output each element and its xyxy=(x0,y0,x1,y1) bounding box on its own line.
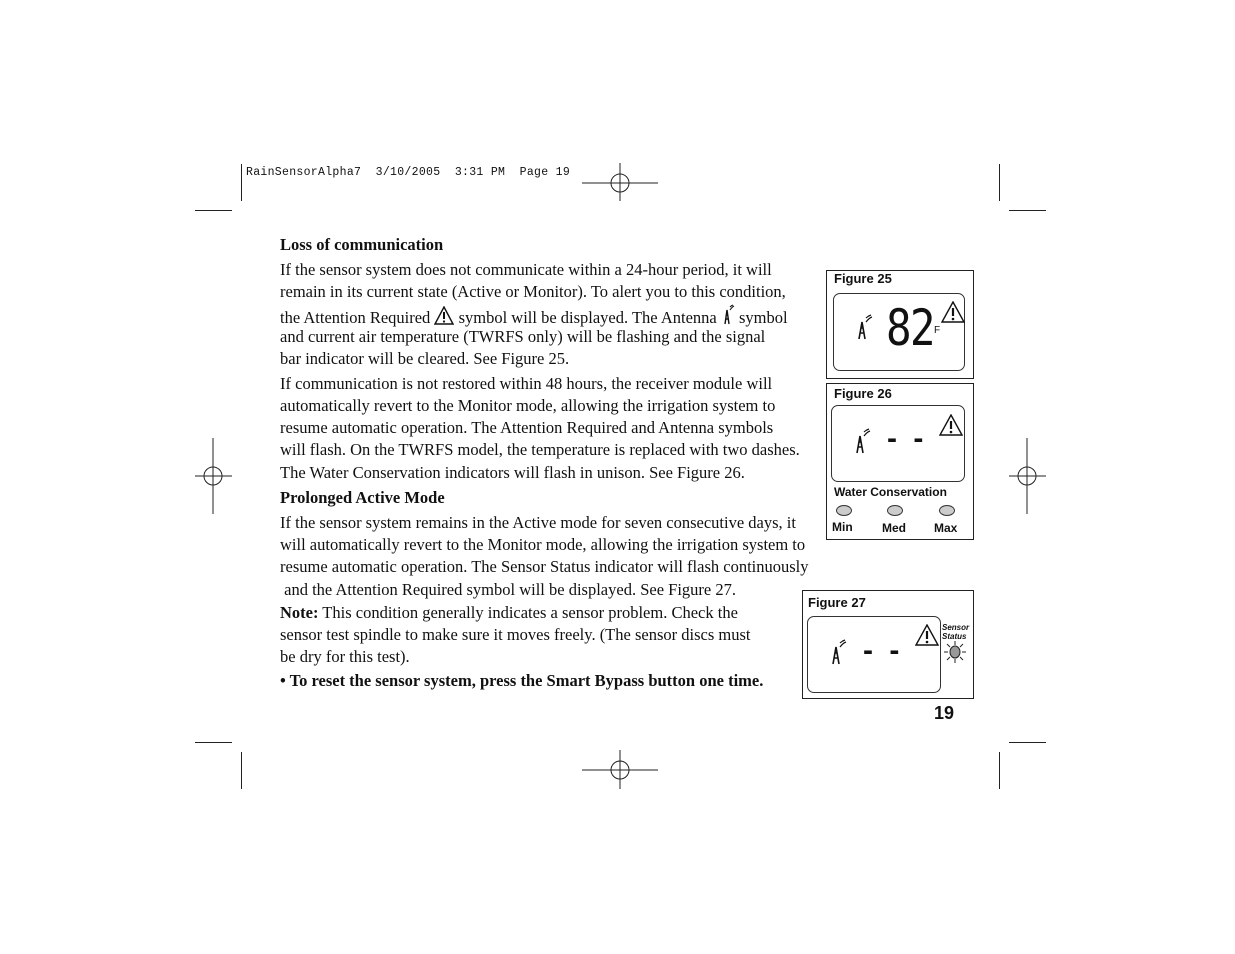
paragraph-line: resume automatic operation. The Sensor Status indicator will flash continuously xyxy=(280,557,809,576)
antenna-icon xyxy=(721,304,735,326)
paragraph-line: If the sensor system remains in the Active mode for seven consecutive days, it xyxy=(280,513,796,532)
print-slug: RainSensorAlpha7 3/10/2005 3:31 PM Page 19 xyxy=(246,166,571,179)
antenna-icon xyxy=(855,314,873,340)
label-max: Max xyxy=(934,521,958,535)
temperature-readout: 82 xyxy=(886,299,934,357)
figure-label: Figure 25 xyxy=(834,271,892,286)
paragraph-line: resume automatic operation. The Attention Required and Antenna symbols xyxy=(280,418,774,437)
paragraph-line: automatically revert to the Monitor mode, allowing the irrigation system to xyxy=(280,396,776,415)
sensor-status-label: Sensor Status xyxy=(942,623,970,641)
attention-required-icon xyxy=(915,624,939,646)
paragraph-line: The Water Conservation indicators will flash in unison. See Figure 26. xyxy=(280,463,745,482)
water-conservation-label: Water Conservation xyxy=(834,485,947,499)
heading-prolonged-active-mode: Prolonged Active Mode xyxy=(280,488,445,507)
paragraph-line: If the sensor system does not communicate within a 24-hour period, it will xyxy=(280,260,772,279)
temperature-dashes: - - xyxy=(887,422,928,455)
figure-26 xyxy=(826,383,974,540)
temperature-unit: F xyxy=(934,325,941,336)
figure-label: Figure 26 xyxy=(834,386,892,401)
attention-required-icon xyxy=(939,414,963,436)
reset-instruction: • To reset the sensor system, press the Smart Bypass button one time. xyxy=(280,671,764,690)
figure-label: Figure 27 xyxy=(808,595,866,610)
attention-required-icon xyxy=(941,301,965,323)
note-line: be dry for this test). xyxy=(280,647,410,666)
note-line: Note: This condition generally indicates a sensor problem. Check the xyxy=(280,603,738,622)
heading-loss-of-communication: Loss of communication xyxy=(280,235,444,254)
paragraph-line: will flash. On the TWRFS model, the temperature is replaced with two dashes. xyxy=(280,440,800,459)
lcd-display xyxy=(831,405,965,482)
lcd-display xyxy=(807,616,941,693)
label-min: Min xyxy=(832,520,853,534)
paragraph-line: bar indicator will be cleared. See Figure 25. xyxy=(280,349,570,368)
label-med: Med xyxy=(882,521,906,535)
paragraph-line: and the Attention Required symbol will be displayed. See Figure 27. xyxy=(280,580,736,599)
temperature-dashes: - - xyxy=(863,634,904,667)
lcd-display xyxy=(833,293,965,371)
paragraph-line: will automatically revert to the Monitor mode, allowing the irrigation system to xyxy=(280,535,806,554)
indicator-max xyxy=(939,505,955,516)
antenna-icon xyxy=(853,428,871,454)
page-number: 19 xyxy=(934,703,955,723)
antenna-icon xyxy=(829,639,847,665)
paragraph-line-with-icons: the Attention Required symbol will be displayed. The Antenna symbol xyxy=(280,304,788,330)
paragraph-line: and current air temperature (TWRFS only) will be flashing and the signal xyxy=(280,327,766,346)
paragraph-line: If communication is not restored within 48 hours, the receiver module will xyxy=(280,374,773,393)
attention-required-icon xyxy=(434,306,454,326)
figure-25 xyxy=(826,270,974,379)
note-line: sensor test spindle to make sure it moves freely. (The sensor discs must xyxy=(280,625,751,644)
paragraph-line: remain in its current state (Active or Monitor). To alert you to this condition, xyxy=(280,282,786,301)
sensor-status-indicator-icon xyxy=(943,640,967,664)
indicator-min xyxy=(836,505,852,516)
figure-27 xyxy=(802,590,974,699)
indicator-med xyxy=(887,505,903,516)
